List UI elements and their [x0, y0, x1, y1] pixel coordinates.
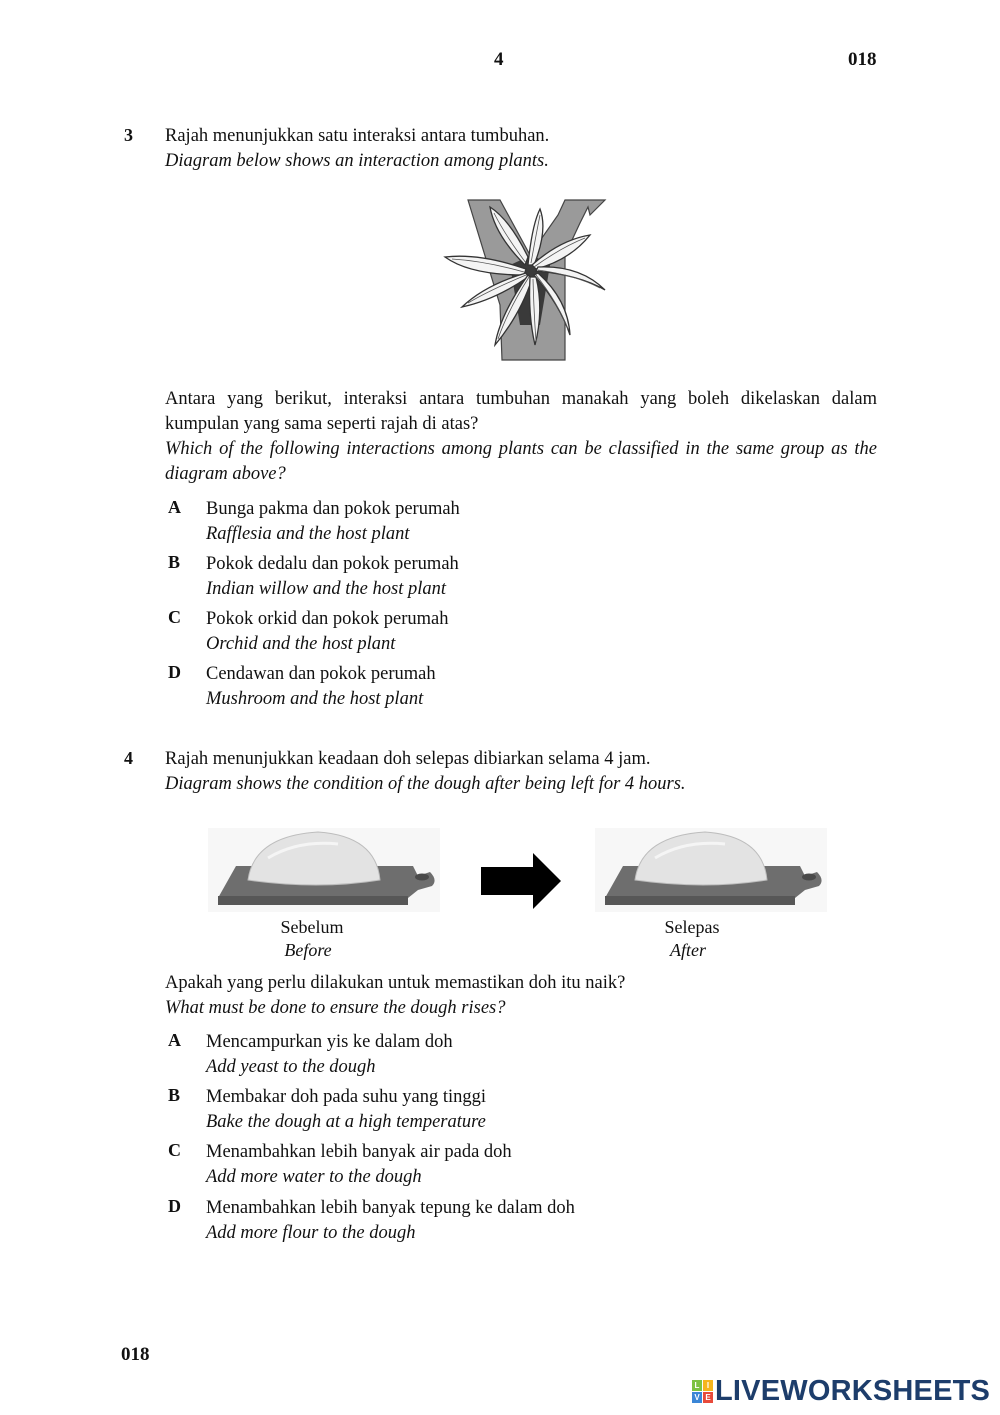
- before-label-en: Before: [284, 940, 332, 960]
- before-label-ms: Sebelum: [280, 917, 344, 937]
- question-prompt-en: Which of the following interactions among plants can be classified in the same group as the diagram above?: [165, 439, 877, 484]
- option-letter: B: [168, 552, 181, 572]
- dough-before-figure: [208, 828, 440, 912]
- question-number: 4: [124, 748, 133, 768]
- liveworksheets-logo[interactable]: [692, 1375, 990, 1408]
- option-letter: D: [168, 662, 181, 682]
- option-text-en: Bake the dough at a high temperature: [206, 1112, 486, 1132]
- right-arrow-icon: [481, 853, 561, 914]
- question-prompt-ms: Apakah yang perlu dilakukan untuk memastikan doh itu naik?: [165, 973, 626, 993]
- option-letter: A: [168, 1030, 181, 1050]
- fern-on-tree-illustration: [440, 195, 610, 363]
- page-number: 4: [494, 49, 504, 70]
- logo-tile: E: [703, 1392, 713, 1403]
- logo-tile: L: [692, 1380, 702, 1391]
- option-letter: C: [168, 607, 181, 627]
- question-prompt-ms: Antara yang berikut, interaksi antara tumbuhan manakah yang boleh dikelaskan dalam kumpulan yang sama seperti rajah di atas?: [165, 389, 877, 434]
- option-letter: D: [168, 1196, 181, 1216]
- paper-code-footer: 018: [121, 1344, 150, 1365]
- option-letter: B: [168, 1085, 181, 1105]
- dough-after-figure: [595, 828, 827, 912]
- option-text-ms: Cendawan dan pokok perumah: [206, 664, 436, 684]
- question-number: 3: [124, 125, 133, 145]
- option-text-ms: Menambahkan lebih banyak tepung ke dalam doh: [206, 1198, 575, 1218]
- option-letter: A: [168, 497, 181, 517]
- question-prompt-en: What must be done to ensure the dough rises?: [165, 998, 506, 1018]
- logo-wordmark: LIVEWORKSHEETS: [715, 1375, 991, 1407]
- question-stem-ms: Rajah menunjukkan keadaan doh selepas dibiarkan selama 4 jam.: [165, 749, 651, 769]
- option-text-ms: Menambahkan lebih banyak air pada doh: [206, 1142, 512, 1162]
- logo-tile: V: [692, 1392, 702, 1403]
- option-text-en: Add more water to the dough: [206, 1167, 422, 1187]
- logo-tile: I: [703, 1380, 713, 1391]
- option-text-ms: Pokok orkid dan pokok perumah: [206, 609, 449, 629]
- epiphyte-on-tree-figure: [440, 195, 610, 363]
- option-text-ms: Bunga pakma dan pokok perumah: [206, 499, 460, 519]
- option-text-en: Indian willow and the host plant: [206, 579, 446, 599]
- live-tiles-icon: [692, 1380, 713, 1403]
- question-stem-ms: Rajah menunjukkan satu interaksi antara tumbuhan.: [165, 126, 550, 146]
- dough-on-board-illustration: [595, 828, 827, 912]
- option-text-ms: Pokok dedalu dan pokok perumah: [206, 554, 459, 574]
- option-text-ms: Mencampurkan yis ke dalam doh: [206, 1032, 453, 1052]
- paper-code-header: 018: [848, 49, 877, 70]
- option-text-en: Add more flour to the dough: [206, 1223, 416, 1243]
- dough-on-board-illustration: [208, 828, 440, 912]
- option-letter: C: [168, 1140, 181, 1160]
- option-text-ms: Membakar doh pada suhu yang tinggi: [206, 1087, 487, 1107]
- after-label-ms: Selepas: [664, 917, 720, 937]
- after-label-en: After: [670, 940, 706, 960]
- option-text-en: Orchid and the host plant: [206, 634, 396, 654]
- option-text-en: Mushroom and the host plant: [206, 689, 424, 709]
- option-text-en: Add yeast to the dough: [206, 1057, 376, 1077]
- question-stem-en: Diagram below shows an interaction among plants.: [165, 151, 549, 171]
- option-text-en: Rafflesia and the host plant: [206, 524, 410, 544]
- question-stem-en: Diagram shows the condition of the dough after being left for 4 hours.: [165, 774, 686, 794]
